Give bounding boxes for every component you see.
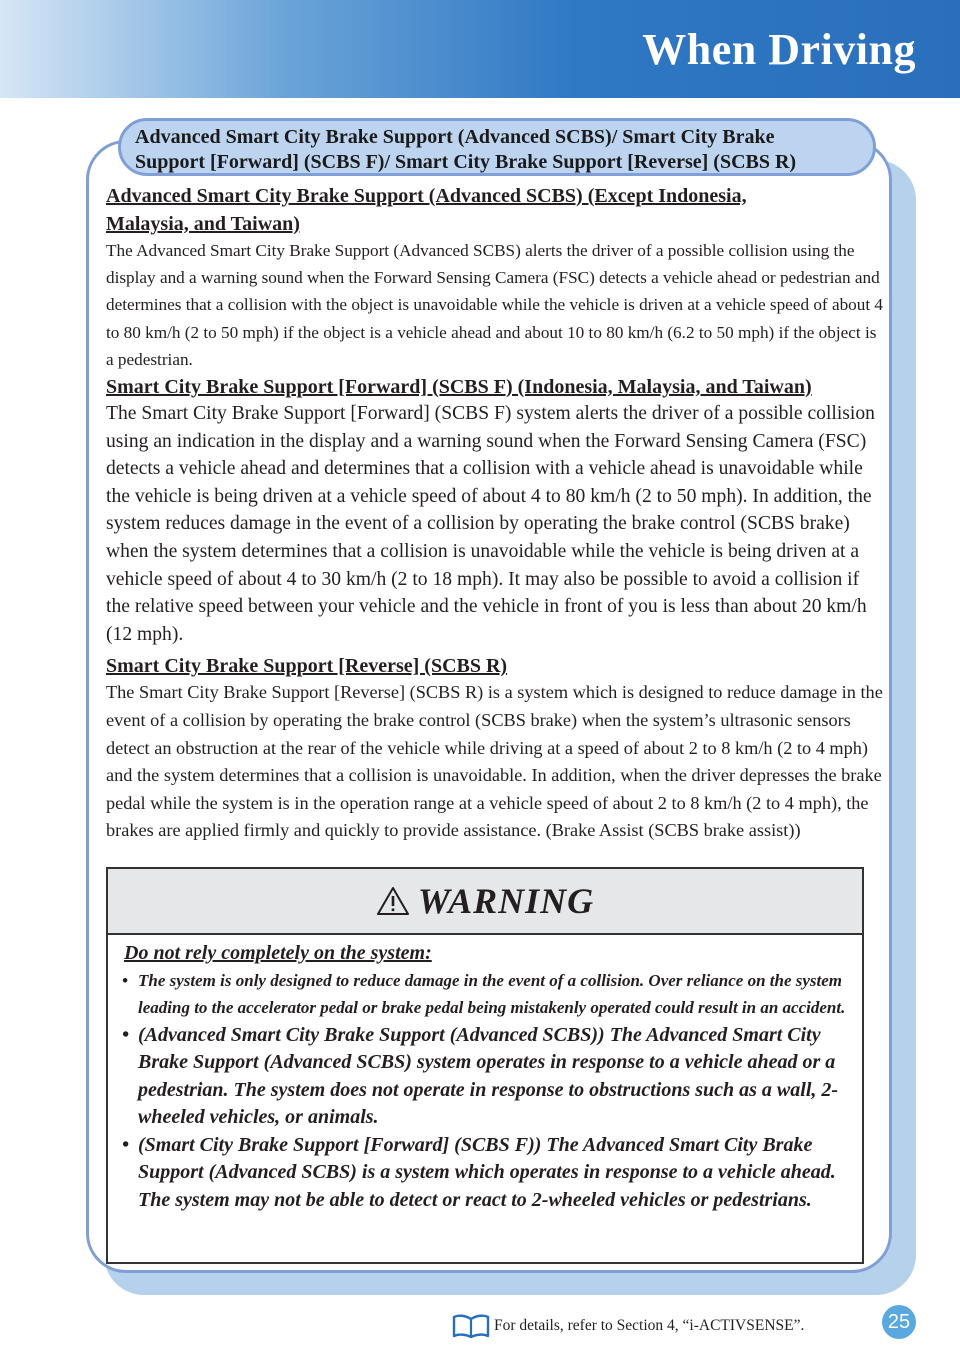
book-icon bbox=[452, 1313, 490, 1339]
warning-item bbox=[122, 1132, 852, 1215]
section-body-scbs-f: The Smart City Brake Support [Forward] (SCBS F) system alerts the driver of a possible collision using an indication in the display and a warning sound when the Forward Sensing Camera (FSC) detects a vehicle ahead and determines that a collision with a vehicle ahead is unavoidable while the vehicle is being driven at a vehicle speed of about 4 to 80 km/h (2 to 50 mph). In addition, the system reduces damage in the event of a collision by operating the brake control (SCBS brake) when the system determines that a collision is unavoidable while the vehicle is being driven at a vehicle speed of about 4 to 30 km/h (2 to 18 mph). It may also be possible to avoid a collision if the relative speed between your vehicle and the vehicle in front of you is less than about 20 km/h (12 mph). bbox=[106, 403, 875, 645]
bullet-icon: • bbox=[122, 1023, 130, 1046]
warning-body bbox=[108, 935, 862, 1214]
heading-line: Advanced Smart City Brake Support (Advanced SCBS) (Except Indonesia, bbox=[106, 185, 747, 207]
warning-triangle-icon bbox=[376, 886, 410, 916]
bullet-icon: • bbox=[122, 971, 128, 990]
section-title-tab bbox=[118, 118, 876, 176]
warning-header bbox=[108, 869, 862, 935]
heading-line: Malaysia, and Taiwan) bbox=[106, 213, 300, 235]
section-title-line: Support [Forward] (SCBS F)/ Smart City Brake Support [Reverse] (SCBS R) bbox=[135, 151, 797, 173]
footer-reference-text: For details, refer to Section 4, “i-ACTIVSENSE”. bbox=[494, 1317, 805, 1334]
section-heading-scbs-r: Smart City Brake Support [Reverse] (SCBS R) bbox=[106, 655, 508, 678]
page-number-badge: 25 bbox=[882, 1305, 916, 1339]
warning-item bbox=[122, 967, 852, 1022]
bullet-icon: • bbox=[122, 1133, 130, 1156]
section-heading-scbs-f: Smart City Brake Support [Forward] (SCBS F) (Indonesia, Malaysia, and Taiwan) bbox=[106, 376, 812, 399]
section-title-line: Advanced Smart City Brake Support (Advanced SCBS)/ Smart City Brake bbox=[135, 126, 775, 148]
warning-item-text: (Advanced Smart City Brake Support (Advanced SCBS)) The Advanced Smart City Brake Support (Advanced SCBS) system operates in response to a vehicle ahead or a pedestrian. The system does not operate in response to obstructions such as a wall, 2-wheeled vehicles, or animals. bbox=[138, 1023, 839, 1129]
warning-box bbox=[106, 867, 864, 1264]
warning-item bbox=[122, 1022, 852, 1132]
warning-item-text: (Smart City Brake Support [Forward] (SCBS F)) The Advanced Smart City Brake Support (Advanced SCBS) is a system which operates in response to a vehicle ahead. The system may not be able to detect or react to 2-wheeled vehicles or pedestrians. bbox=[138, 1133, 836, 1211]
warning-subheading: Do not rely completely on the system: bbox=[124, 942, 432, 964]
warning-item-text: The system is only designed to reduce damage in the event of a collision. Over reliance on the system leading to the accelerator pedal or brake pedal being mistakenly operated could result in an accident. bbox=[138, 971, 846, 1018]
warning-title: WARNING bbox=[417, 881, 595, 921]
footer-reference bbox=[452, 1313, 804, 1339]
page-title: When Driving bbox=[642, 25, 916, 74]
main-content bbox=[106, 183, 886, 845]
section-body-advanced-scbs: The Advanced Smart City Brake Support (Advanced SCBS) alerts the driver of a possible collision using the display and a warning sound when the Forward Sensing Camera (FSC) detects a vehicle ahead or pedestrian and determines that a collision with the object is unavoidable while the vehicle is driven at a vehicle speed of about 4 to 80 km/h (2 to 50 mph) if the object is a vehicle ahead and about 10 to 80 km/h (6.2 to 50 mph) if the object is a pedestrian. bbox=[106, 241, 884, 369]
section-body-scbs-r: The Smart City Brake Support [Reverse] (SCBS R) is a system which is designed to reduce damage in the event of a collision by operating the brake control (SCBS brake) when the system’s ultrasonic sensors detect an obstruction at the rear of the vehicle while driving at a speed of about 2 to 8 km/h (2 to 4 mph) and the system determines that a collision is unavoidable. In addition, when the driver depresses the brake pedal while the system is in the operation range at a vehicle speed of about 2 to 8 km/h (2 to 4 mph), the brakes are applied firmly and quickly to provide assistance. (Brake Assist (SCBS brake assist)) bbox=[106, 682, 883, 841]
section-heading-advanced-scbs bbox=[106, 183, 886, 237]
